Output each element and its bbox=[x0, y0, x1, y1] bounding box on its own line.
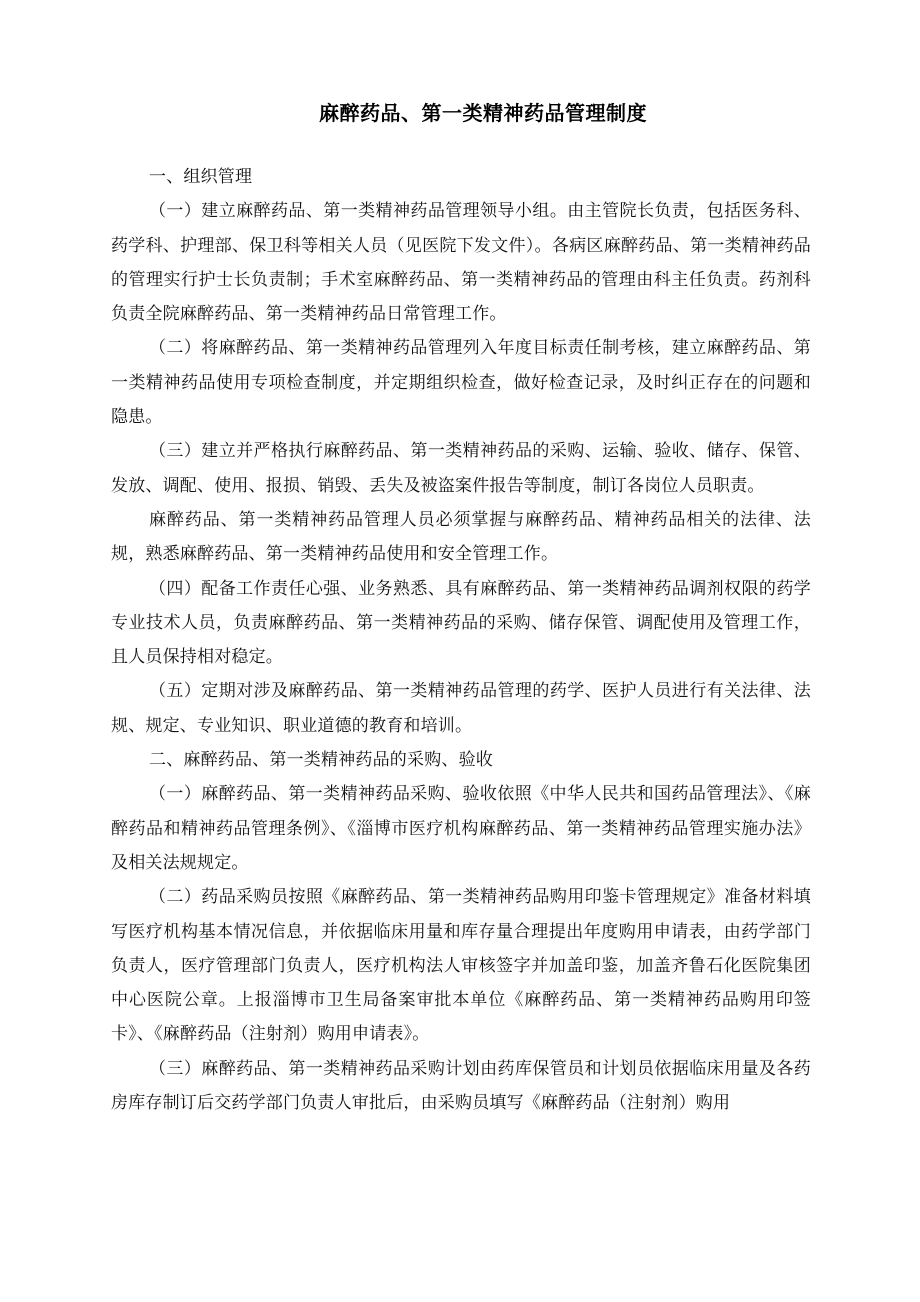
paragraph: （一）麻醉药品、第一类精神药品采购、验收依照《中华人民共和国药品管理法》、《麻醉药品和精神药品管理条例》、《淄博市医疗机构麻醉药品、第一类精神药品管理实施办法》及相关法规规定。 bbox=[111, 784, 811, 873]
document-body bbox=[111, 160, 811, 1120]
paragraph: （三）麻醉药品、第一类精神药品采购计划由药库保管员和计划员依据临床用量及各药房库存制订后交药学部门负责人审批后，由采购员填写《麻醉药品（注射剂）购用 bbox=[111, 1058, 811, 1114]
paragraph: （五）定期对涉及麻醉药品、第一类精神药品管理的药学、医护人员进行有关法律、法规、规定、专业知识、职业道德的教育和培训。 bbox=[111, 681, 811, 736]
paragraph: （二）药品采购员按照《麻醉药品、第一类精神药品购用印鉴卡管理规定》准备材料填写医疗机构基本情况信息，并依据临床用量和库存量合理提出年度购用申请表，由药学部门负责人，医疗管理部门负责人，医疗机构法人审核签字并加盖印鉴，加盖齐鲁石化医院集团中心医院公章。上报淄博市卫生局备案审批本单位《麻醉药品、第一类精神药品购用印签卡》、《麻醉药品（注射剂）购用申请表》。 bbox=[111, 887, 811, 1045]
paragraph: （四）配备工作责任心强、业务熟悉、具有麻醉药品、第一类精神药品调剂权限的药学专业技术人员，负责麻醉药品、第一类精神药品的采购、储存保管、调配使用及管理工作，且人员保持相对稳定。 bbox=[111, 578, 811, 668]
section-heading: 二、麻醉药品、第一类精神药品的采购、验收 bbox=[149, 750, 493, 771]
paragraph: 麻醉药品、第一类精神药品管理人员必须掌握与麻醉药品、精神药品相关的法律、法规，熟悉麻醉药品、第一类精神药品使用和安全管理工作。 bbox=[111, 509, 811, 565]
paragraph: （二）将麻醉药品、第一类精神药品管理列入年度目标责任制考核，建立麻醉药品、第一类精神药品使用专项检查制度，并定期组织检查，做好检查记录，及时纠正存在的问题和隐患。 bbox=[111, 338, 811, 428]
document-title: 麻醉药品、第一类精神药品管理制度 bbox=[319, 101, 647, 125]
paragraph: （三）建立并严格执行麻醉药品、第一类精神药品的采购、运输、验收、储存、保管、发放、调配、使用、报损、销毁、丢失及被盗案件报告等制度，制订各岗位人员职责。 bbox=[111, 441, 811, 496]
paragraph: （一）建立麻醉药品、第一类精神药品管理领导小组。由主管院长负责，包括医务科、药学科、护理部、保卫科等相关人员（见医院下发文件）。各病区麻醉药品、第一类精神药品的管理实行护士长负责制；手术室麻醉药品、第一类精神药品的管理由科主任负责。药剂科负责全院麻醉药品、第一类精神药品日常管理工作。 bbox=[111, 201, 811, 325]
section-heading: 一、组织管理 bbox=[149, 167, 253, 187]
